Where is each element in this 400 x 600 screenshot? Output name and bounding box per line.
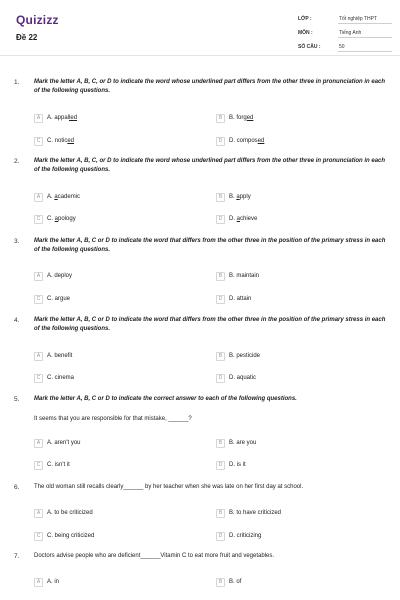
answer-option[interactable] (34, 294, 70, 304)
meta-box (298, 12, 392, 54)
option-text-prefix: C. notic (47, 138, 68, 144)
answer-option[interactable] (216, 373, 256, 383)
option-letter-box[interactable]: D (216, 295, 225, 304)
option-text (47, 533, 94, 539)
option-text-prefix: D. is it (229, 462, 246, 468)
option-text (47, 375, 74, 381)
question-number: 5. (14, 396, 20, 403)
option-text (229, 216, 257, 222)
option-letter-box[interactable]: D (216, 374, 225, 383)
option-underlined-part: a (236, 194, 240, 200)
option-text (47, 273, 72, 279)
option-underlined-part: led (69, 115, 78, 121)
option-text-prefix: A. in (47, 579, 60, 585)
option-text (47, 440, 81, 446)
meta-key: SỐ CÂU : (298, 44, 321, 50)
option-letter-box[interactable]: B (216, 193, 225, 202)
answer-option[interactable] (34, 460, 70, 470)
meta-value: Tốt nghiệp THPT (338, 14, 392, 24)
option-letter-box[interactable]: D (216, 137, 225, 146)
option-text (47, 353, 72, 359)
option-letter-box[interactable]: A (34, 509, 43, 518)
option-letter-box[interactable]: B (216, 272, 225, 281)
answer-option[interactable] (34, 577, 59, 587)
answer-option[interactable] (34, 531, 94, 541)
question-number: 4. (14, 317, 20, 324)
exam-title: Đề 22 (16, 33, 38, 42)
option-letter-box[interactable]: A (34, 352, 43, 361)
answer-option[interactable] (34, 438, 81, 448)
answer-option[interactable] (216, 136, 264, 146)
option-text-prefix: A. deploy (47, 273, 73, 279)
option-text-prefix: D. compos (229, 138, 258, 144)
answer-option[interactable] (34, 373, 74, 383)
option-letter-box[interactable]: D (216, 461, 225, 470)
option-underlined-part: ed (257, 138, 265, 144)
option-text-prefix: C. (47, 216, 55, 222)
option-letter-box[interactable]: A (34, 578, 43, 587)
answer-option[interactable] (216, 508, 281, 518)
option-letter-box[interactable]: B (216, 439, 225, 448)
option-letter-box[interactable]: A (34, 114, 43, 123)
option-text-prefix: C. cinema (47, 375, 75, 381)
option-text-prefix: D. criticizing (229, 533, 262, 539)
answer-option[interactable] (34, 508, 93, 518)
option-text-suffix: chieve (240, 216, 258, 222)
option-text (47, 194, 80, 200)
option-underlined-part: a (236, 216, 241, 222)
option-text-suffix: pply (239, 194, 251, 200)
answer-option[interactable] (34, 136, 74, 146)
option-text-prefix: B. pesticide (229, 353, 261, 359)
option-text-prefix: D. (229, 216, 237, 222)
option-text (229, 115, 253, 121)
option-text (229, 510, 281, 516)
option-text-prefix: B. are you (229, 440, 257, 446)
option-text-prefix: D. attain (229, 296, 252, 302)
option-text (229, 533, 261, 539)
answer-option[interactable] (34, 351, 72, 361)
option-text (229, 579, 241, 585)
option-text-prefix: C. being criticized (47, 533, 95, 539)
option-text-prefix: A. to be criticized (47, 510, 93, 516)
option-letter-box[interactable]: C (34, 295, 43, 304)
option-text-prefix: B. to have criticized (229, 510, 282, 516)
question-instruction: Mark the letter A, B, C or D to indicate the correct answer to each of the following questions. (34, 396, 297, 402)
option-text (229, 273, 259, 279)
answer-option[interactable] (34, 271, 72, 281)
meta-row-class (298, 12, 392, 26)
option-letter-box[interactable]: C (34, 532, 43, 541)
answer-option[interactable] (216, 460, 246, 470)
answer-option[interactable] (216, 577, 241, 587)
option-text (47, 510, 93, 516)
option-underlined-part: a (54, 194, 58, 200)
answer-option[interactable] (216, 351, 260, 361)
option-text-prefix: A. benefit (47, 353, 73, 359)
question-number: 7. (14, 553, 20, 560)
option-letter-box[interactable]: B (216, 114, 225, 123)
option-text (229, 375, 256, 381)
option-text (229, 462, 246, 468)
answer-option[interactable] (216, 113, 253, 123)
option-letter-box[interactable]: C (34, 461, 43, 470)
meta-row-question-count (298, 40, 392, 54)
option-letter-box[interactable]: B (216, 509, 225, 518)
answer-option[interactable] (34, 113, 77, 123)
option-text-prefix: D. aquatic (229, 375, 257, 381)
option-underlined-part: a (54, 216, 59, 222)
option-underlined-part: ed (67, 138, 75, 144)
option-letter-box[interactable]: A (34, 439, 43, 448)
option-letter-box[interactable]: A (34, 272, 43, 281)
option-text-prefix: B. (229, 194, 237, 200)
option-text-prefix: A. (47, 194, 55, 200)
question-instruction: Mark the letter A, B, C or D to indicate the word that differs from the other three in the position of the primary stress in each of the following questions. (34, 317, 386, 332)
worksheet-header (0, 0, 400, 56)
question-number: 3. (14, 238, 20, 245)
answer-option[interactable] (216, 271, 259, 281)
answer-option[interactable] (34, 214, 76, 224)
question-instruction: The old woman still recalls clearly______ by her teacher when she was late on her first day at school. (34, 484, 304, 490)
option-text-suffix: cademic (57, 194, 81, 200)
option-text-prefix: A. aren't you (47, 440, 81, 446)
option-letter-box[interactable]: C (34, 215, 43, 224)
option-text-prefix: B. forg (229, 115, 247, 121)
question-instruction: Mark the letter A, B, C, or D to indicate the word whose underlined part differs from the other three in pronunciation in each of the following questions. (34, 158, 386, 173)
meta-value: Tiếng Anh (338, 28, 392, 38)
option-text (229, 194, 251, 200)
answer-option[interactable] (216, 294, 251, 304)
answer-option[interactable] (34, 192, 80, 202)
option-text (47, 462, 70, 468)
meta-key: MÔN : (298, 30, 313, 36)
meta-row-subject (298, 26, 392, 40)
question-instruction: Mark the letter A, B, C, or D to indicate the word whose underlined part differs from the other three in pronunciation in each of the following questions. (34, 79, 386, 94)
option-text-prefix: C. isn't it (47, 462, 70, 468)
option-text-prefix: A. appal (47, 115, 70, 121)
option-letter-box[interactable]: C (34, 137, 43, 146)
question-prompt: It seems that you are responsible for that mistake, ______? (34, 416, 192, 422)
option-text (229, 353, 260, 359)
meta-value: 50 (338, 42, 392, 52)
option-text-prefix: C. argue (47, 296, 71, 302)
question-instruction: Doctors advise people who are deficient______Vitamin C to eat more fruit and vegetables. (34, 553, 275, 559)
answer-option[interactable] (216, 438, 256, 448)
option-letter-box[interactable]: A (34, 193, 43, 202)
question-number: 1. (14, 79, 20, 86)
question-number: 6. (14, 484, 20, 491)
question-number: 2. (14, 158, 20, 165)
option-text-suffix: pology (58, 216, 76, 222)
option-letter-box[interactable]: B (216, 578, 225, 587)
quizizz-logo: Quizizz (16, 13, 59, 27)
answer-option[interactable] (216, 531, 261, 541)
option-text (229, 138, 264, 144)
option-letter-box[interactable]: B (216, 352, 225, 361)
option-text (229, 296, 251, 302)
option-text (47, 138, 74, 144)
option-text-prefix: B. maintain (229, 273, 260, 279)
question-instruction: Mark the letter A, B, C or D to indicate the word that differs from the other three in the position of the primary stress in each of the following questions. (34, 238, 386, 253)
option-text-prefix: B. of (229, 579, 242, 585)
option-letter-box[interactable]: D (216, 215, 225, 224)
option-text (229, 440, 256, 446)
option-letter-box[interactable]: C (34, 374, 43, 383)
option-underlined-part: ed (246, 115, 254, 121)
option-text (47, 216, 76, 222)
option-text (47, 579, 59, 585)
option-text (47, 296, 70, 302)
answer-option[interactable] (216, 214, 257, 224)
answer-option[interactable] (216, 192, 251, 202)
option-text (47, 115, 77, 121)
meta-key: LỚP : (298, 16, 312, 22)
option-letter-box[interactable]: D (216, 532, 225, 541)
